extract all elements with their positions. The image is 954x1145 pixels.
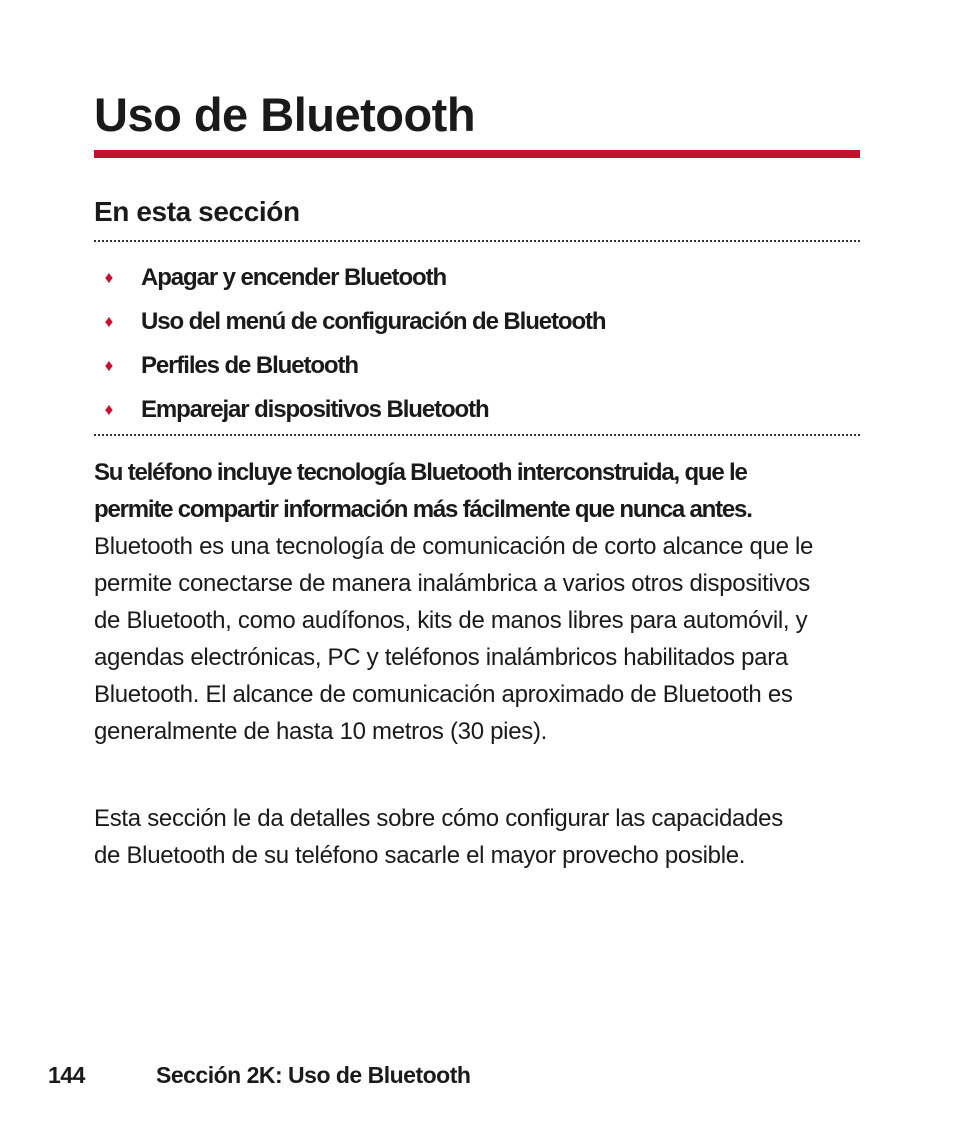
diamond-bullet-icon: ♦ <box>104 356 114 375</box>
toc-item <box>94 256 860 300</box>
toc-item-label: Uso del menú de configuración de Bluetooth <box>141 308 606 335</box>
intro-lead-text: Su teléfono incluye tecnología Bluetooth interconstruida, que le permite compartir información más fácilmente que nunca antes. <box>94 459 752 523</box>
toc-item <box>94 388 860 432</box>
footer-section-label: Sección 2K: Uso de Bluetooth <box>156 1062 471 1088</box>
page-title: Uso de Bluetooth <box>94 88 476 141</box>
section-divider-top <box>94 240 860 242</box>
page-number: 144 <box>48 1062 85 1088</box>
diamond-bullet-icon: ♦ <box>104 268 114 287</box>
toc-item <box>94 344 860 388</box>
toc-item-label: Apagar y encender Bluetooth <box>141 264 447 291</box>
title-divider <box>94 150 860 158</box>
section-toc-list <box>94 256 860 432</box>
diamond-bullet-icon: ♦ <box>104 312 114 331</box>
intro-paragraph <box>94 454 814 750</box>
toc-item <box>94 300 860 344</box>
section-heading: En esta sección <box>94 196 300 227</box>
section-divider-bottom <box>94 434 860 436</box>
intro-body-text: Bluetooth es una tecnología de comunicación de corto alcance que le permite conectarse de manera inalámbrica a varios otros dispositivos de Bluetooth, como audífonos, kits de manos libres para automóvil, y agendas electrónicas, PC y teléfonos inalámbricos habilitados para Bluetooth. El alcance de comunicación aproximado de Bluetooth es generalmente de hasta 10 metros (30 pies). <box>94 533 814 745</box>
diamond-bullet-icon: ♦ <box>104 400 114 419</box>
toc-item-label: Perfiles de Bluetooth <box>141 352 358 379</box>
details-paragraph: Esta sección le da detalles sobre cómo configurar las capacidades de Bluetooth de su teléfono sacarle el mayor provecho posible. <box>94 805 783 869</box>
toc-item-label: Emparejar dispositivos Bluetooth <box>141 396 489 423</box>
